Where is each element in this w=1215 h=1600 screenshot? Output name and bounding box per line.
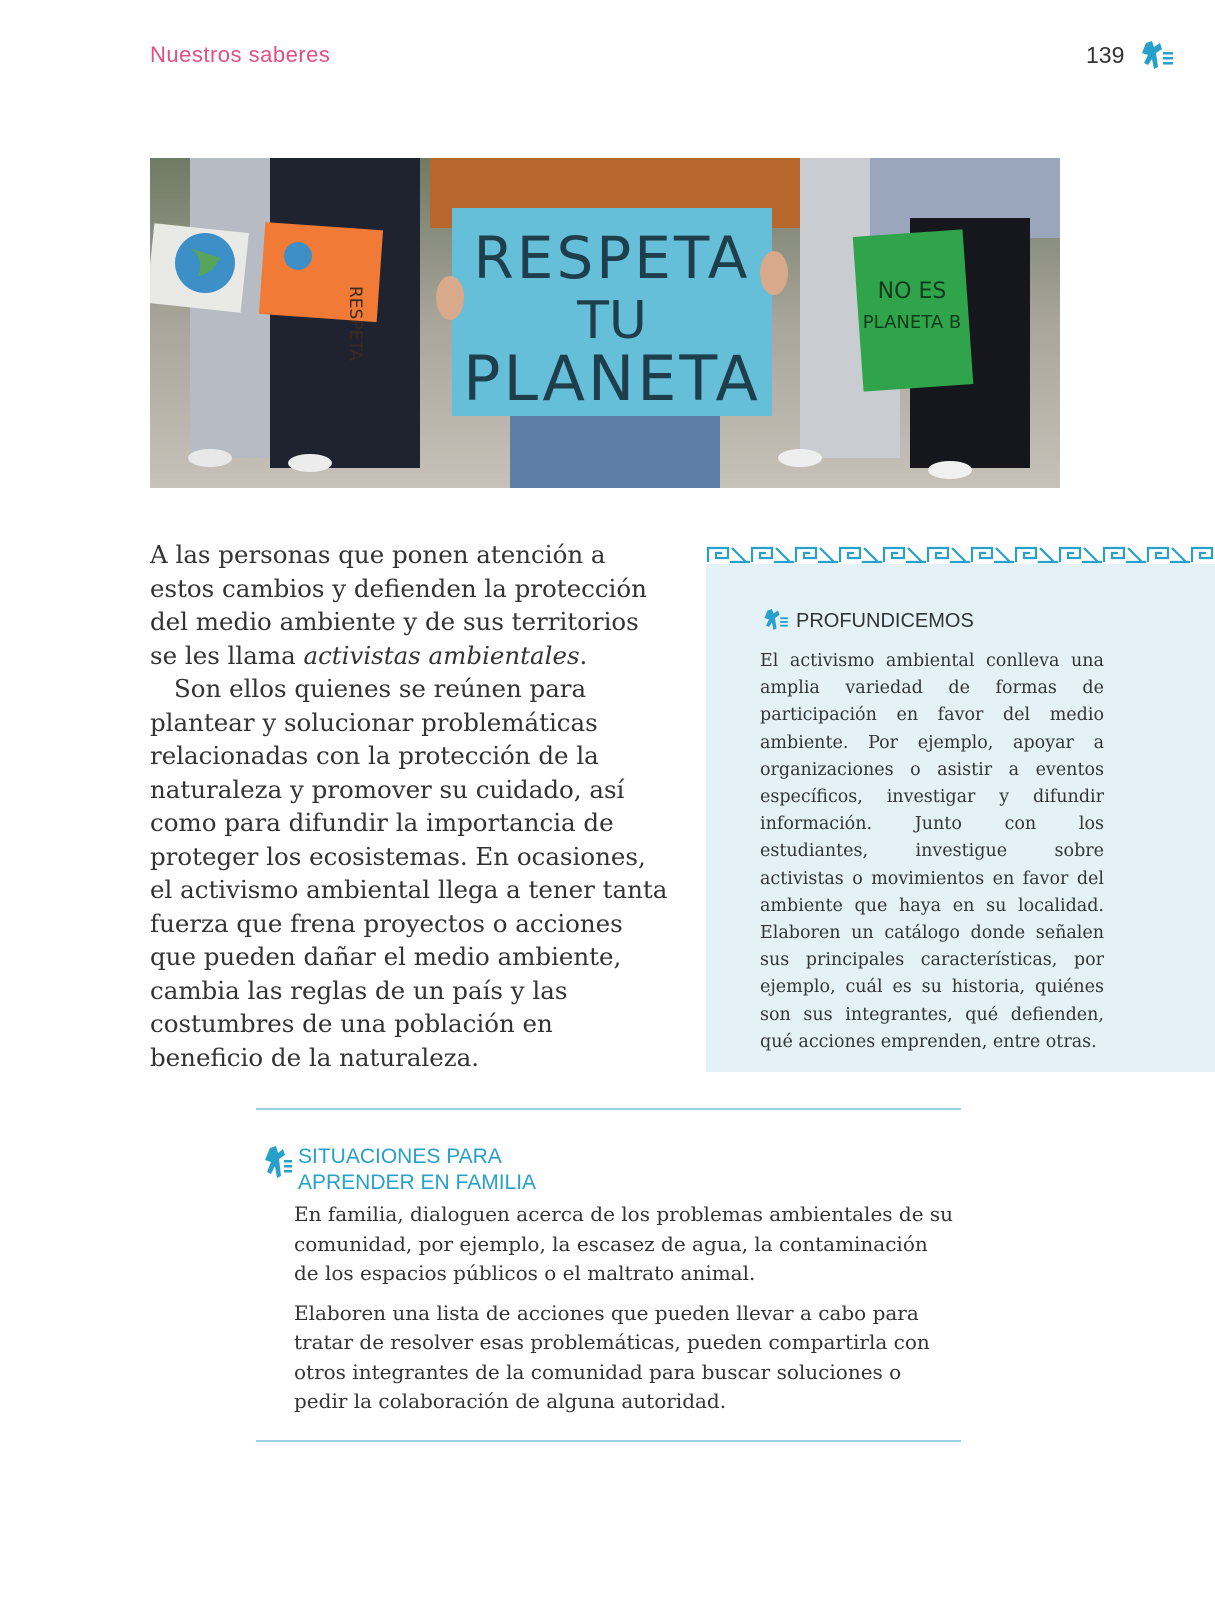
family-section-text [294, 1200, 954, 1427]
greek-key-border [706, 546, 1215, 564]
svg-text:PLANETA B: PLANETA B [862, 312, 962, 333]
svg-text:PLANETA: PLANETA [463, 342, 761, 415]
page-number: 139 [1086, 42, 1125, 68]
divider-top [256, 1108, 961, 1110]
section-title: Nuestros saberes [150, 42, 331, 67]
svg-text:TU: TU [577, 291, 647, 351]
hand-figure-icon [1136, 37, 1176, 77]
svg-text:RESPETA: RESPETA [473, 224, 751, 292]
profundicemos-text: El activismo ambiental conlleva una amplia variedad de formas de participación en favor del medio ambiente. Por ejemplo, apoyar a organizaciones o asistir a eventos específicos, investigar y difundir información. Junto con los estudiantes, investigue sobre activistas o movimientos en favor del ambiente que haya en su localidad. Elaboren un catálogo donde señalen sus principales características, por ejemplo, cuál es su historia, quiénes son sus integrantes, qué defienden, qué acciones emprenden, entre otras. [760, 651, 1104, 1052]
main-text [150, 538, 670, 1074]
protest-photo [150, 158, 1060, 488]
svg-text:RESPETA: RESPETA [345, 286, 365, 362]
hand-figure-icon [262, 1144, 294, 1184]
family-paragraph-1: En familia, dialoguen acerca de los problemas ambientales de su comunidad, por ejemplo, la escasez de agua, la contaminación de los espacios públicos o el maltrato animal. [294, 1202, 954, 1285]
hand-figure-icon [760, 606, 790, 636]
family-section-title: SITUACIONES PARA APRENDER EN FAMILIA [298, 1145, 537, 1194]
paragraph-2: Son ellos quienes se reúnen para plantear y solucionar problemáticas relacionadas con la protección de la naturaleza y promover su cuidado, así como para difundir la importancia de proteger los ecosistemas. En ocasiones, el activismo ambiental llega a tener tanta fuerza que frena proyectos o acciones que pueden dañar el medio ambiente, cambia las reglas de un país y las costumbres de una población en beneficio de la naturaleza. [150, 674, 668, 1072]
family-paragraph-2: Elaboren una lista de acciones que pueden llevar a cabo para tratar de resolver esas problemáticas, pueden compartirla con otros integrantes de la comunidad para buscar soluciones o pedir la colaboración de alguna autoridad. [294, 1300, 930, 1413]
paragraph-1: A las personas que ponen atención a estos cambios y defienden la protección del medio ambiente y de sus territorios se les llama activistas ambientales. [150, 540, 647, 670]
divider-bottom [256, 1440, 961, 1442]
svg-text:NO ES: NO ES [877, 279, 947, 304]
profundicemos-title: PROFUNDICEMOS [796, 610, 974, 632]
emphasis-term: activistas ambientales [303, 640, 580, 670]
